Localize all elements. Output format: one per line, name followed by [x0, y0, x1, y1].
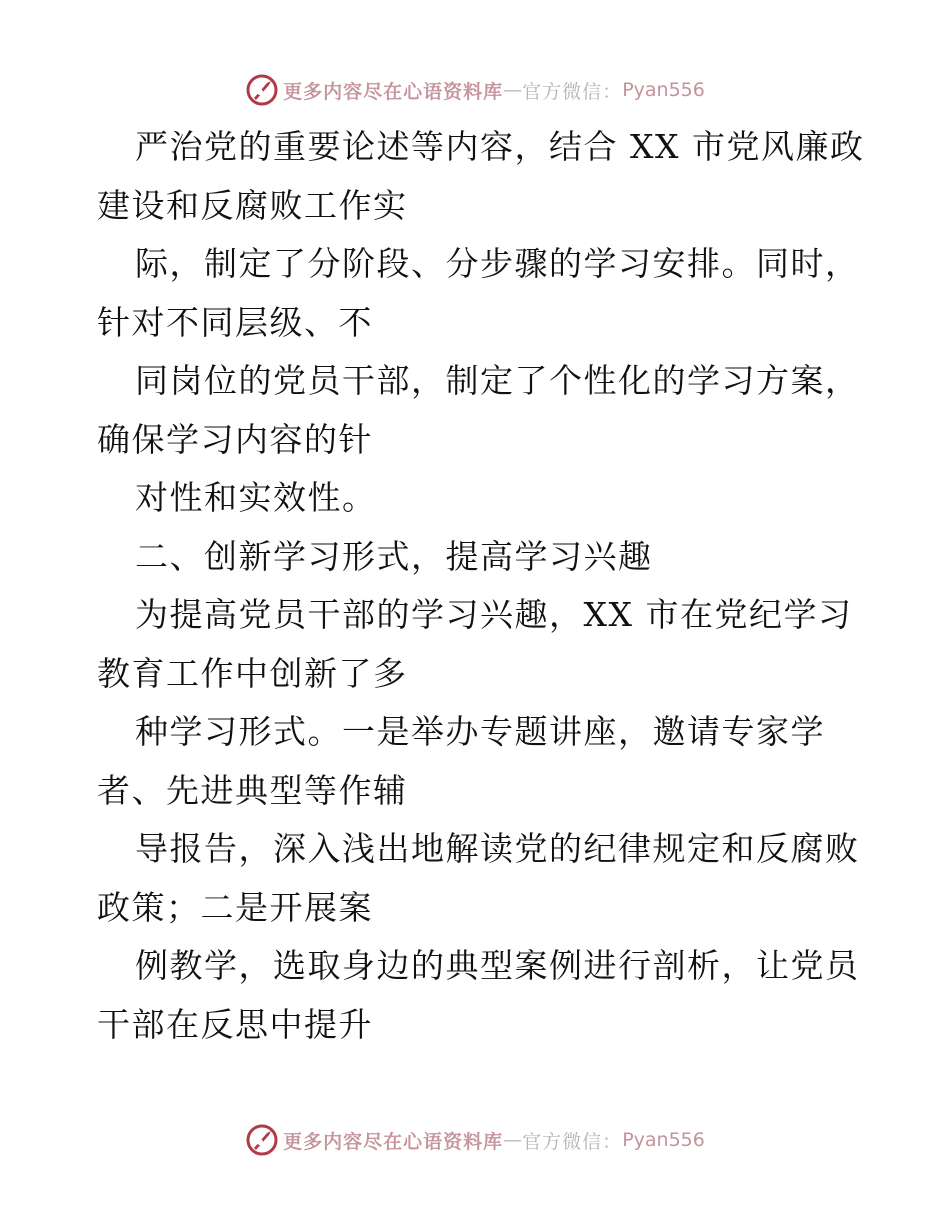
watermark-brand: 更多内容尽在心语资料库: [283, 1130, 504, 1153]
text-line: 导报告，深入浅出地解读党的纪律规定和反腐败: [135, 829, 860, 868]
watermark-wechat-label: 官方微信：: [522, 80, 623, 103]
text-line: 建设和反腐败工作实: [97, 185, 408, 225]
quill-pen-icon: [245, 73, 279, 107]
text-line: 针对不同层级、不: [97, 302, 373, 342]
text-line: 对性和实效性。: [135, 478, 377, 517]
text-line: 政策；二是开展案: [97, 887, 373, 927]
text-line: 严治党的重要论述等内容，结合 XX 市党风廉政: [135, 127, 865, 166]
text-line: 际，制定了分阶段、分步骤的学习安排。同时，: [135, 244, 860, 283]
text-line: 者、先进典型等作辅: [97, 770, 408, 810]
watermark-brand: 更多内容尽在心语资料库: [283, 80, 504, 103]
watermark-wechat-id: Pyan556: [622, 1129, 705, 1151]
text-line: 同岗位的党员干部，制定了个性化的学习方案，: [135, 361, 860, 400]
footer-watermark: [0, 1120, 950, 1160]
text-line: 教育工作中创新了多: [97, 653, 408, 693]
quill-pen-icon: [245, 1123, 279, 1157]
section-heading: 二、创新学习形式，提高学习兴趣: [135, 536, 653, 576]
document-body: [97, 118, 887, 1054]
watermark-wechat-id: Pyan556: [622, 79, 705, 101]
text-line: 确保学习内容的针: [97, 419, 373, 459]
watermark-dash: —: [503, 79, 523, 101]
text-line: 种学习形式。一是举办专题讲座，邀请专家学: [135, 712, 825, 751]
header-watermark: [0, 70, 950, 110]
watermark-wechat-label: 官方微信：: [522, 1130, 623, 1153]
text-line: 例教学，选取身边的典型案例进行剖析，让党员: [135, 946, 860, 985]
watermark-dash: —: [503, 1129, 523, 1151]
text-line: 为提高党员干部的学习兴趣，XX 市在党纪学习: [135, 595, 853, 634]
text-line: 干部在反思中提升: [97, 1004, 373, 1044]
